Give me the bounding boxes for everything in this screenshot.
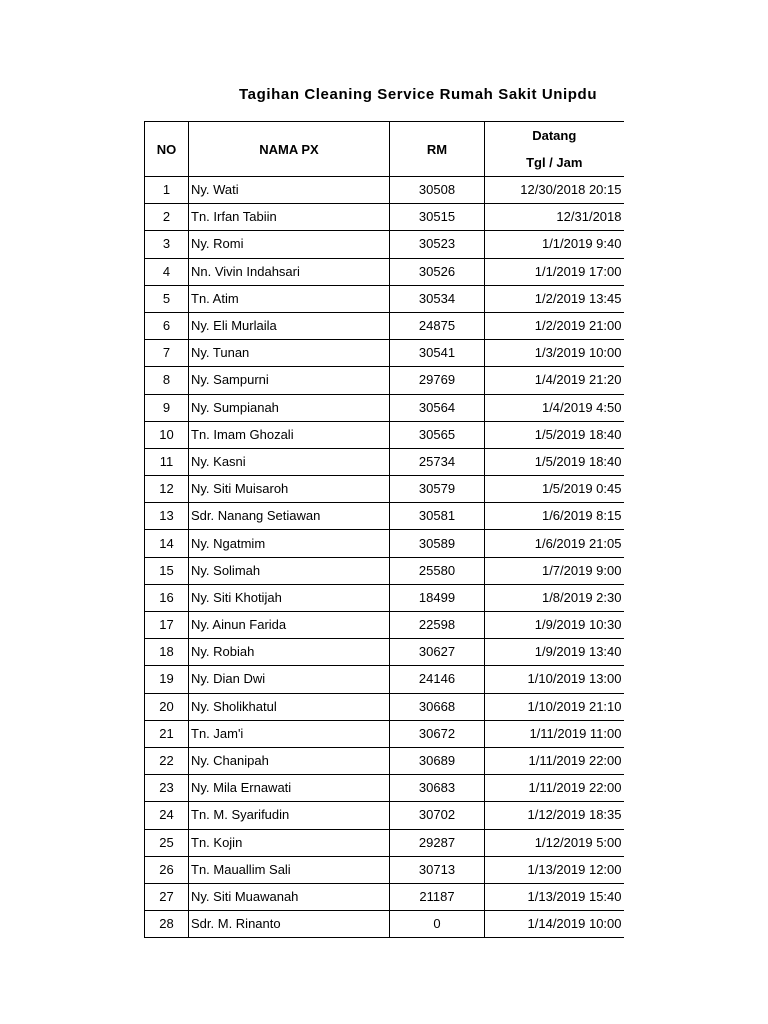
medical-record-number: 30515 (390, 204, 485, 231)
medical-record-number: 30541 (390, 340, 485, 367)
arrival-datetime: 1/10/2019 13:00 (485, 666, 624, 693)
medical-record-number: 30683 (390, 775, 485, 802)
arrival-datetime: 1/14/2019 10:00 (485, 911, 624, 938)
patient-name: Tn. Imam Ghozali (189, 421, 390, 448)
arrival-datetime: 12/31/2018 (485, 204, 624, 231)
patient-name: Ny. Robiah (189, 639, 390, 666)
patient-name: Tn. Irfan Tabiin (189, 204, 390, 231)
arrival-datetime: 1/7/2019 9:00 (485, 557, 624, 584)
page-title: Tagihan Cleaning Service Rumah Sakit Unipdu (239, 86, 598, 103)
medical-record-number: 22598 (390, 612, 485, 639)
patient-name: Tn. Mauallim Sali (189, 856, 390, 883)
row-number: 11 (145, 448, 189, 475)
arrival-datetime: 1/11/2019 22:00 (485, 747, 624, 774)
arrival-datetime: 1/5/2019 18:40 (485, 448, 624, 475)
row-number: 6 (145, 312, 189, 339)
arrival-datetime: 1/10/2019 21:10 (485, 693, 624, 720)
patient-name: Ny. Solimah (189, 557, 390, 584)
medical-record-number: 30713 (390, 856, 485, 883)
arrival-datetime: 1/12/2019 5:00 (485, 829, 624, 856)
patient-name: Ny. Siti Muisaroh (189, 476, 390, 503)
row-number: 17 (145, 612, 189, 639)
table-row (145, 584, 624, 611)
patient-name: Nn. Vivin Indahsari (189, 258, 390, 285)
row-number: 1 (145, 177, 189, 204)
table-header (145, 122, 624, 177)
row-number: 10 (145, 421, 189, 448)
patient-name: Ny. Eli Murlaila (189, 312, 390, 339)
table-row (145, 448, 624, 475)
arrival-datetime: 1/9/2019 13:40 (485, 639, 624, 666)
table-row (145, 177, 624, 204)
medical-record-number: 24875 (390, 312, 485, 339)
medical-record-number: 30565 (390, 421, 485, 448)
table-row (145, 530, 624, 557)
medical-record-number: 21187 (390, 883, 485, 910)
arrival-datetime: 1/5/2019 0:45 (485, 476, 624, 503)
table-row (145, 612, 624, 639)
arrival-datetime: 1/2/2019 13:45 (485, 285, 624, 312)
table-row (145, 503, 624, 530)
patient-name: Sdr. Nanang Setiawan (189, 503, 390, 530)
row-number: 20 (145, 693, 189, 720)
patient-name: Tn. Kojin (189, 829, 390, 856)
table-row (145, 720, 624, 747)
arrival-datetime: 1/6/2019 21:05 (485, 530, 624, 557)
medical-record-number: 29287 (390, 829, 485, 856)
header-no: NO (145, 122, 189, 177)
header-tgl-jam-label: Tgl / Jam (526, 155, 583, 170)
header-datang-label: Datang (532, 128, 577, 143)
table-row (145, 775, 624, 802)
arrival-datetime: 1/6/2019 8:15 (485, 503, 624, 530)
patient-name: Sdr. M. Rinanto (189, 911, 390, 938)
billing-table (144, 121, 624, 938)
patient-name: Ny. Kasni (189, 448, 390, 475)
medical-record-number: 29769 (390, 367, 485, 394)
row-number: 13 (145, 503, 189, 530)
medical-record-number: 30589 (390, 530, 485, 557)
header-row (145, 122, 624, 177)
medical-record-number: 25734 (390, 448, 485, 475)
arrival-datetime: 1/1/2019 9:40 (485, 231, 624, 258)
medical-record-number: 30668 (390, 693, 485, 720)
medical-record-number: 30672 (390, 720, 485, 747)
patient-name: Tn. Jam'i (189, 720, 390, 747)
arrival-datetime: 1/3/2019 10:00 (485, 340, 624, 367)
row-number: 14 (145, 530, 189, 557)
patient-name: Ny. Sholikhatul (189, 693, 390, 720)
row-number: 21 (145, 720, 189, 747)
medical-record-number: 30689 (390, 747, 485, 774)
table-row (145, 231, 624, 258)
medical-record-number: 0 (390, 911, 485, 938)
patient-name: Ny. Siti Khotijah (189, 584, 390, 611)
row-number: 7 (145, 340, 189, 367)
row-number: 23 (145, 775, 189, 802)
row-number: 26 (145, 856, 189, 883)
medical-record-number: 30627 (390, 639, 485, 666)
table-row (145, 258, 624, 285)
medical-record-number: 30523 (390, 231, 485, 258)
row-number: 27 (145, 883, 189, 910)
table-row (145, 394, 624, 421)
row-number: 15 (145, 557, 189, 584)
patient-name: Ny. Dian Dwi (189, 666, 390, 693)
arrival-datetime: 1/1/2019 17:00 (485, 258, 624, 285)
table-row (145, 367, 624, 394)
medical-record-number: 30702 (390, 802, 485, 829)
row-number: 3 (145, 231, 189, 258)
row-number: 16 (145, 584, 189, 611)
arrival-datetime: 1/4/2019 4:50 (485, 394, 624, 421)
patient-name: Ny. Romi (189, 231, 390, 258)
medical-record-number: 30581 (390, 503, 485, 530)
patient-name: Ny. Siti Muawanah (189, 883, 390, 910)
arrival-datetime: 1/12/2019 18:35 (485, 802, 624, 829)
arrival-datetime: 1/8/2019 2:30 (485, 584, 624, 611)
patient-name: Ny. Ainun Farida (189, 612, 390, 639)
row-number: 8 (145, 367, 189, 394)
row-number: 22 (145, 747, 189, 774)
table-row (145, 476, 624, 503)
arrival-datetime: 1/13/2019 12:00 (485, 856, 624, 883)
table-row (145, 285, 624, 312)
medical-record-number: 30579 (390, 476, 485, 503)
row-number: 28 (145, 911, 189, 938)
medical-record-number: 18499 (390, 584, 485, 611)
medical-record-number: 30508 (390, 177, 485, 204)
row-number: 4 (145, 258, 189, 285)
patient-name: Tn. M. Syarifudin (189, 802, 390, 829)
table-row (145, 666, 624, 693)
patient-name: Ny. Chanipah (189, 747, 390, 774)
table-row (145, 829, 624, 856)
table-row (145, 204, 624, 231)
row-number: 19 (145, 666, 189, 693)
medical-record-number: 24146 (390, 666, 485, 693)
arrival-datetime: 1/11/2019 22:00 (485, 775, 624, 802)
table-body (145, 177, 624, 938)
patient-name: Ny. Sampurni (189, 367, 390, 394)
row-number: 2 (145, 204, 189, 231)
patient-name: Tn. Atim (189, 285, 390, 312)
arrival-datetime: 1/11/2019 11:00 (485, 720, 624, 747)
table-row (145, 557, 624, 584)
medical-record-number: 25580 (390, 557, 485, 584)
arrival-datetime: 1/13/2019 15:40 (485, 883, 624, 910)
table-row (145, 802, 624, 829)
patient-name: Ny. Sumpianah (189, 394, 390, 421)
table-row (145, 693, 624, 720)
table-row (145, 883, 624, 910)
header-nama-px: NAMA PX (189, 122, 390, 177)
table-row (145, 911, 624, 938)
arrival-datetime: 1/4/2019 21:20 (485, 367, 624, 394)
row-number: 25 (145, 829, 189, 856)
table-row (145, 639, 624, 666)
row-number: 9 (145, 394, 189, 421)
patient-name: Ny. Ngatmim (189, 530, 390, 557)
table-row (145, 340, 624, 367)
medical-record-number: 30534 (390, 285, 485, 312)
patient-name: Ny. Tunan (189, 340, 390, 367)
arrival-datetime: 1/5/2019 18:40 (485, 421, 624, 448)
row-number: 5 (145, 285, 189, 312)
table-row (145, 747, 624, 774)
patient-name: Ny. Mila Ernawati (189, 775, 390, 802)
table-row (145, 421, 624, 448)
header-rm: RM (390, 122, 485, 177)
header-datang (485, 122, 624, 177)
arrival-datetime: 1/9/2019 10:30 (485, 612, 624, 639)
row-number: 18 (145, 639, 189, 666)
table-row (145, 856, 624, 883)
row-number: 12 (145, 476, 189, 503)
medical-record-number: 30526 (390, 258, 485, 285)
row-number: 24 (145, 802, 189, 829)
arrival-datetime: 12/30/2018 20:15 (485, 177, 624, 204)
patient-name: Ny. Wati (189, 177, 390, 204)
arrival-datetime: 1/2/2019 21:00 (485, 312, 624, 339)
table-row (145, 312, 624, 339)
medical-record-number: 30564 (390, 394, 485, 421)
